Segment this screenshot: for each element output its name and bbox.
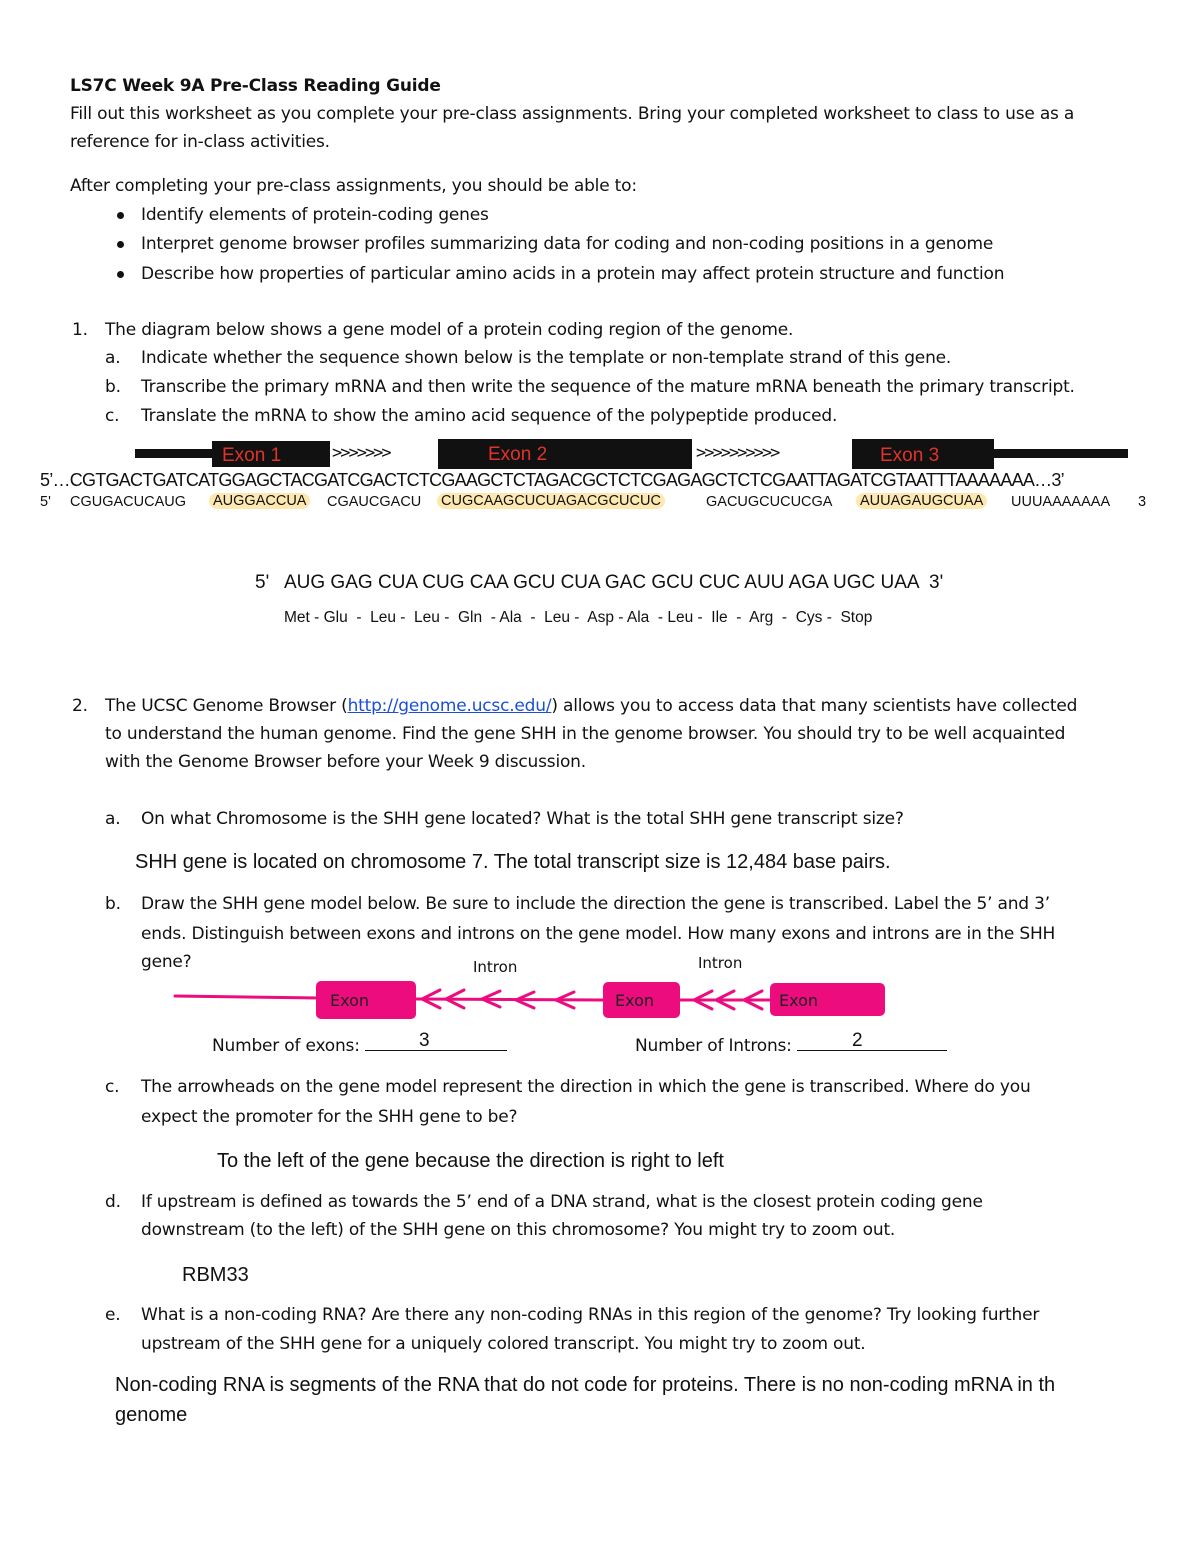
- shh-gene-line: [0, 940, 1200, 1040]
- exon-2-block: [438, 439, 692, 469]
- polypeptide-sequence: Met - Glu - Leu - Leu - Gln - Ala - Leu - Asp - Ala - Leu - Ile - Arg - Cys - Stop: [284, 609, 873, 626]
- gene-5-prime-line: [175, 996, 320, 998]
- intron-count-field: [635, 1032, 947, 1061]
- objective-item: Identify elements of protein-coding genes: [141, 205, 489, 225]
- q2-text-line2: to understand the human genome. Find the gene SHH in the genome browser. You should try to be well acquainted: [105, 724, 1066, 744]
- q2e-answer-line1: Non-coding RNA is segments of the RNA that do not code for proteins. There is no non-coding mRNA in th: [115, 1374, 1056, 1396]
- q2b-line1: Draw the SHH gene model below. Be sure to include the direction the gene is transcribed. Label the 5’ and 3’: [141, 894, 1050, 914]
- bullet-icon: [117, 212, 124, 219]
- rna-segment: CGAUCGACU: [327, 494, 422, 510]
- exon-count-answer: 3: [419, 1030, 430, 1051]
- q2e-line2: upstream of the SHH gene for a uniquely colored transcript. You might try to zoom out.: [141, 1334, 866, 1354]
- q2c-letter: c.: [105, 1077, 120, 1097]
- q1b-letter: b.: [105, 377, 121, 397]
- intron-1-label: Intron: [473, 958, 518, 976]
- q2d-line2: downstream (to the left) of the SHH gene on this chromosome? You might try to zoom out.: [141, 1220, 896, 1240]
- q2e-letter: e.: [105, 1305, 121, 1325]
- q2-text-line1: The UCSC Genome Browser (http://genome.ucsc.edu/) allows you to access data that many scientists have collected: [105, 696, 1078, 716]
- objective-item: Describe how properties of particular amino acids in a protein may affect protein structure and function: [141, 264, 1005, 284]
- bullet-icon: [117, 241, 124, 248]
- intron-1-arrows: >>>>>>>: [332, 443, 390, 463]
- rna-five-prime-label: 5': [40, 494, 51, 510]
- shh-exon-1-label: Exon: [330, 991, 370, 1010]
- rna-exon-highlight: AUUAGAUGCUAA: [856, 493, 987, 509]
- ucsc-genome-link[interactable]: http://genome.ucsc.edu/: [347, 696, 552, 716]
- intron-count-label: Number of Introns:: [635, 1036, 792, 1056]
- rna-segment: UUUAAAAAAA: [1011, 494, 1111, 510]
- q2c-line1: The arrowheads on the gene model represent the direction in which the gene is transcribed. Where do you: [141, 1077, 1031, 1097]
- intro-text-line2: reference for in-class activities.: [70, 132, 330, 152]
- exon-count-blank[interactable]: [365, 1032, 507, 1051]
- exon-count-field: [212, 1032, 507, 1061]
- rna-exon-highlight: CUGCAAGCUCUAGACGCUCUC: [437, 493, 665, 509]
- q2b-letter: b.: [105, 894, 121, 914]
- rna-exon-highlight: AUGGACCUA: [209, 493, 310, 509]
- intron-2-arrows: >>>>>>>>>>: [696, 443, 779, 463]
- q2d-answer: RBM33: [182, 1264, 249, 1286]
- intro-text-line1: Fill out this worksheet as you complete your pre-class assignments. Bring your completed worksheet to class to use as a: [70, 104, 1075, 124]
- rna-segment: CGUGACUCAUG: [70, 494, 187, 510]
- q1b-text: Transcribe the primary mRNA and then write the sequence of the mature mRNA beneath the primary transcript.: [141, 377, 1075, 397]
- objective-item: Interpret genome browser profiles summarizing data for coding and non-coding positions in a genome: [141, 234, 994, 254]
- q2b-line3: gene?: [141, 952, 192, 972]
- exon-2-label: Exon 2: [488, 444, 548, 465]
- shh-exon-2-label: Exon: [615, 991, 655, 1010]
- exon-1-label: Exon 1: [222, 445, 282, 466]
- q1a-text: Indicate whether the sequence shown below is the template or non-template strand of this gene.: [141, 348, 952, 368]
- intron-count-answer: 2: [852, 1030, 863, 1051]
- mature-mrna-sequence: 5' AUG GAG CUA CUG CAA GCU CUA GAC GCU CUC AUU AGA UGC UAA 3': [255, 572, 944, 593]
- q2c-line2: expect the promoter for the SHH gene to be?: [141, 1107, 518, 1127]
- intron-2-label: Intron: [698, 954, 743, 972]
- q2a-question: On what Chromosome is the SHH gene located? What is the total SHH gene transcript size?: [141, 809, 904, 829]
- q1c-text: Translate the mRNA to show the amino acid sequence of the polypeptide produced.: [141, 406, 838, 426]
- q2a-answer: SHH gene is located on chromosome 7. The total transcript size is 12,484 base pairs.: [135, 851, 891, 873]
- q1c-letter: c.: [105, 406, 120, 426]
- rna-three-prime-label: 3: [1138, 494, 1147, 510]
- q1-number: 1.: [72, 320, 88, 340]
- exon-count-label: Number of exons:: [212, 1036, 360, 1056]
- q2a-letter: a.: [105, 809, 121, 829]
- q2c-answer: To the left of the gene because the direction is right to left: [217, 1150, 724, 1172]
- q2e-answer-line2: genome: [115, 1404, 188, 1426]
- utr-3-bar: [992, 449, 1128, 458]
- q2d-letter: d.: [105, 1192, 121, 1212]
- rna-segment: GACUGCUCUCGA: [706, 494, 833, 510]
- q1-text: The diagram below shows a gene model of a protein coding region of the genome.: [105, 320, 794, 340]
- utr-5-bar: [135, 449, 215, 458]
- page-title: LS7C Week 9A Pre-Class Reading Guide: [70, 76, 441, 96]
- intron-count-blank[interactable]: [797, 1032, 947, 1051]
- q2e-line1: What is a non-coding RNA? Are there any non-coding RNAs in this region of the genome? Try looking further: [141, 1305, 1040, 1325]
- q2d-line1: If upstream is defined as towards the 5’ end of a DNA strand, what is the closest protein coding gene: [141, 1192, 983, 1212]
- exon-3-label: Exon 3: [880, 445, 940, 466]
- q2b-line2: ends. Distinguish between exons and introns on the gene model. How many exons and introns are in the SHH: [141, 924, 1056, 944]
- q2-text-line3: with the Genome Browser before your Week 9 discussion.: [105, 752, 586, 772]
- q1a-letter: a.: [105, 348, 121, 368]
- q2-number: 2.: [72, 696, 88, 716]
- shh-exon-3-label: Exon: [779, 991, 819, 1010]
- bullet-icon: [117, 271, 124, 278]
- dna-strand-sequence: 5’…CGTGACTGATCATGGAGCTACGATCGACTCTCGAAGCTCTAGACGCTCTCGAGAGCTCTCGAATTAGATCGTAATTTAAAAAAA…3’: [40, 470, 1064, 490]
- objectives-lead: After completing your pre-class assignments, you should be able to:: [70, 176, 637, 196]
